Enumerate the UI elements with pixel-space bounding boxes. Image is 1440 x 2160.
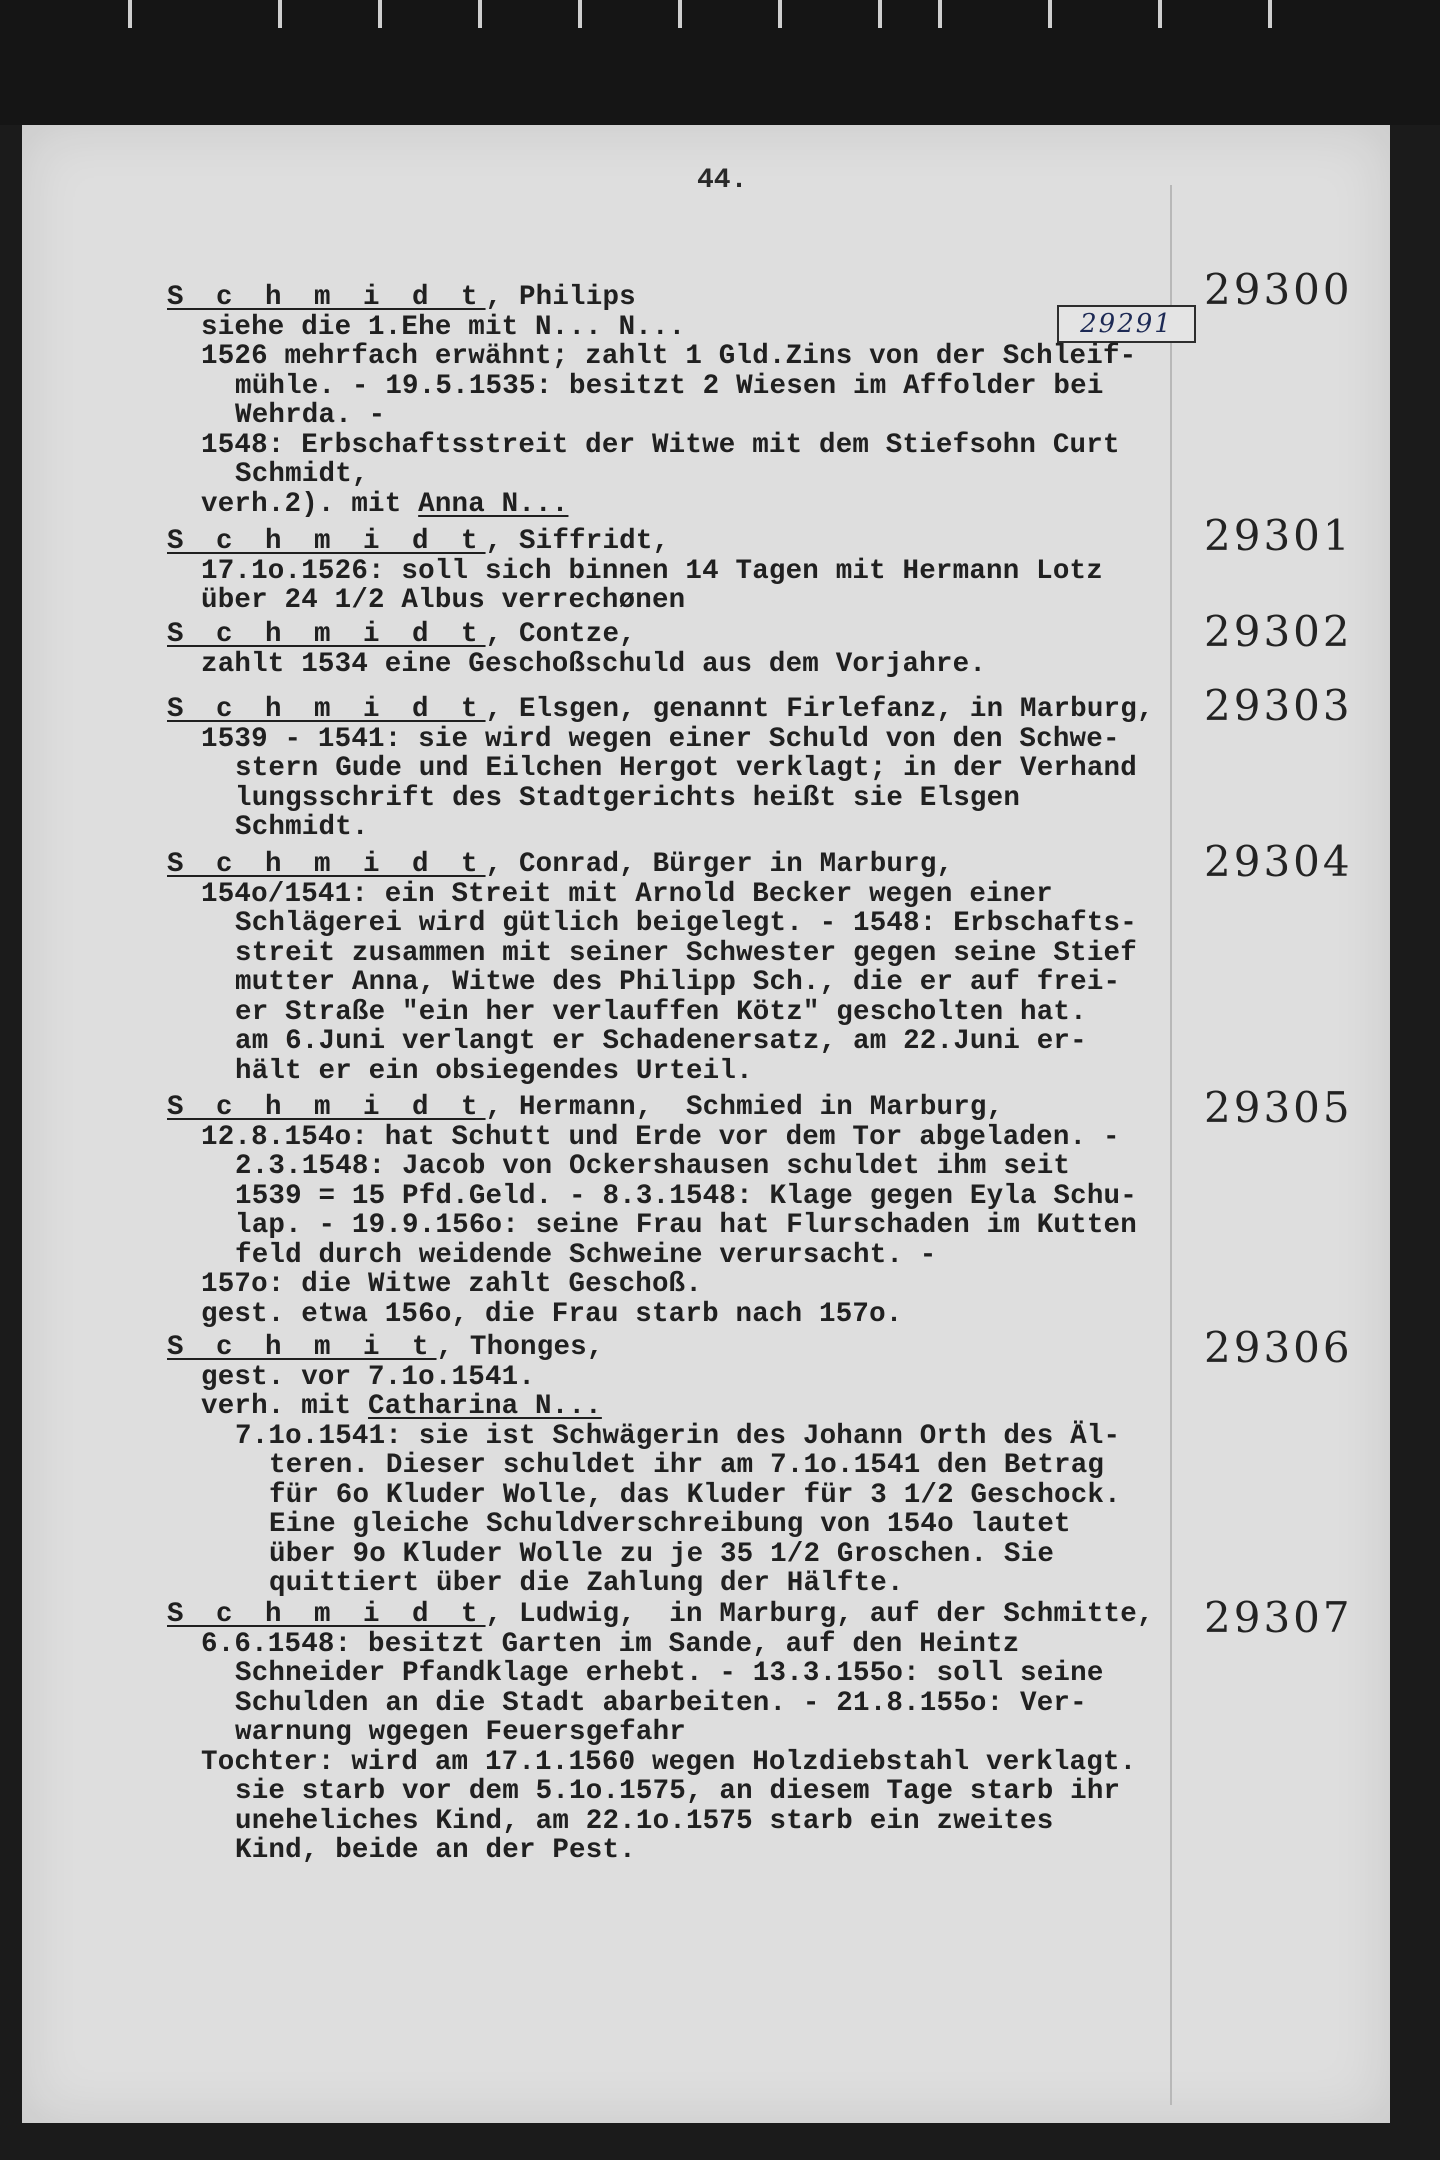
line-text: gest. vor 7.1o.1541. (201, 1361, 536, 1393)
strip-tick (1048, 0, 1052, 28)
entry-line (167, 725, 1177, 755)
entry-line (167, 1182, 1177, 1212)
line-text: 1526 mehrfach erwähnt; zahlt 1 Gld.Zins von der Schleif- (201, 341, 1137, 372)
line-text: teren. Dieser schuldet ihr am 7.1o.1541 den Betrag (269, 1450, 1105, 1481)
spouse-name: Anna N... (418, 488, 569, 520)
entry-line (167, 1392, 1177, 1422)
entry-line (167, 650, 1177, 680)
line-text: gest. etwa 156o, die Frau starb nach 157o. (201, 1298, 903, 1330)
strip-tick (128, 0, 132, 28)
line-text: siehe die 1.Ehe mit N... N... (201, 311, 686, 343)
entry-line (167, 1152, 1177, 1182)
line-text: 154o/1541: ein Streit mit Arnold Becker wegen einer (201, 878, 1053, 910)
entry-line (167, 1540, 1177, 1570)
entry-line (167, 968, 1177, 998)
entry-line (167, 1630, 1177, 1660)
entry-line (167, 1748, 1177, 1778)
line-text: am 6.Juni verlangt er Schadenersatz, am 22.Juni er- (235, 1026, 1087, 1057)
film-strip (0, 0, 1440, 125)
line-text: , Ludwig, in Marburg, auf der Schmitte, (485, 1599, 1154, 1630)
entry-line (167, 1270, 1177, 1300)
entry-line (167, 342, 1177, 372)
entry-line (167, 1123, 1177, 1153)
surname: S c h m i d t (167, 849, 486, 880)
line-text: 1539 - 1541: sie wird wegen einer Schuld von den Schwe- (201, 723, 1120, 755)
surname: S c h m i d t (167, 1599, 486, 1630)
entry-line (167, 813, 1177, 843)
entry-line (167, 998, 1177, 1028)
spouse-name: Catharina N... (368, 1391, 602, 1422)
strip-tick (478, 0, 482, 28)
line-text: hält er ein obsiegendes Urteil. (235, 1055, 753, 1087)
line-text: zahlt 1534 eine Geschoßschuld aus dem Vorjahre. (201, 648, 987, 680)
entry-line (167, 1027, 1177, 1057)
line-text: mühle. - 19.5.1535: besitzt 2 Wiesen im Affolder bei (235, 370, 1104, 402)
entry-line (167, 1300, 1177, 1330)
entry-line (167, 490, 1177, 520)
line-text: Schmidt. (235, 812, 369, 843)
page-number: 44. (697, 165, 748, 196)
entry-heading (167, 1093, 1177, 1123)
line-text: 1539 = 15 Pfd.Geld. - 8.3.1548: Klage gegen Eyla Schu- (235, 1180, 1137, 1212)
line-text: mutter Anna, Witwe des Philipp Sch., die er auf frei- (235, 967, 1121, 998)
register-entry (167, 695, 1177, 843)
line-text: quittiert über die Zahlung der Hälfte. (269, 1568, 904, 1599)
entry-line (167, 1807, 1177, 1837)
entry-number: 29302 (1204, 607, 1353, 656)
entry-heading (167, 1600, 1177, 1630)
line-text: , Philips (485, 282, 636, 313)
line-text: , Hermann, Schmied in Marburg, (485, 1092, 1004, 1123)
register-entry (167, 850, 1177, 1086)
strip-tick (1268, 0, 1272, 28)
surname: S c h m i t (167, 1332, 437, 1363)
line-text: uneheliches Kind, am 22.1o.1575 starb ein zweites (235, 1805, 1054, 1837)
register-entry (167, 620, 1177, 679)
line-text: lap. - 19.9.156o: seine Frau hat Flurschaden im Kutten (235, 1210, 1137, 1241)
register-entry (167, 527, 1177, 616)
line-text: , Thonges, (436, 1332, 604, 1363)
line-text: lungsschrift des Stadtgerichts heißt sie Elsgen (235, 782, 1021, 814)
entry-number: 29305 (1204, 1083, 1353, 1132)
entry-line (167, 557, 1177, 587)
surname: S c h m i d t (167, 694, 486, 725)
handwritten-stamp: 29291 (1057, 305, 1196, 343)
entry-line (167, 784, 1177, 814)
entry-heading (167, 620, 1177, 650)
strip-tick (938, 0, 942, 28)
entry-heading (167, 527, 1177, 557)
entry-line (167, 1211, 1177, 1241)
line-text: Schulden an die Stadt abarbeiten. - 21.8.155o: Ver- (235, 1687, 1087, 1719)
line-text: Schlägerei wird gütlich beigelegt. - 1548: Erbschafts- (235, 908, 1137, 939)
line-text: , Conrad, Bürger in Marburg, (485, 849, 954, 880)
entry-line (167, 1422, 1177, 1452)
entry-line (167, 586, 1177, 616)
strip-tick (578, 0, 582, 28)
strip-tick (378, 0, 382, 28)
entry-heading (167, 1333, 1177, 1363)
entry-line (167, 1836, 1177, 1866)
entry-line (167, 1569, 1177, 1599)
line-text: Eine gleiche Schuldverschreibung von 154o lautet (269, 1509, 1071, 1540)
line-text: 1548: Erbschaftsstreit der Witwe mit dem Stiefsohn Curt (201, 429, 1120, 461)
surname: S c h m i d t (167, 282, 486, 313)
line-text: verh. mit (201, 1391, 369, 1422)
entry-number: 29303 (1204, 681, 1353, 730)
line-text: für 6o Kluder Wolle, das Kluder für 3 1/2 Geschock. (269, 1479, 1121, 1511)
surname: S c h m i d t (167, 526, 486, 557)
line-text: Wehrda. - (235, 400, 386, 431)
entry-line (167, 313, 1177, 343)
entry-line (167, 431, 1177, 461)
entry-line (167, 1659, 1177, 1689)
line-text: verh.2). mit (201, 488, 419, 520)
line-text: feld durch weidende Schweine verursacht. - (235, 1239, 937, 1271)
entry-number: 29306 (1204, 1323, 1353, 1372)
line-text: über 24 1/2 Albus verrechønen (201, 585, 686, 616)
entry-line (167, 1481, 1177, 1511)
line-text: warnung wgegen Feuersgefahr (235, 1717, 686, 1748)
line-text: , Siffridt, (485, 526, 670, 557)
register-entry (167, 1093, 1177, 1329)
line-text: sie starb vor dem 5.1o.1575, an diesem Tage starb ihr (235, 1776, 1121, 1807)
line-text: , Elsgen, genannt Firlefanz, in Marburg, (485, 694, 1154, 725)
register-entry (167, 283, 1177, 519)
line-text: Kind, beide an der Pest. (235, 1835, 636, 1866)
line-text: , Contze, (485, 619, 636, 650)
strip-tick (1158, 0, 1162, 28)
entry-line (167, 1689, 1177, 1719)
entry-number: 29301 (1204, 511, 1353, 560)
entry-number: 29300 (1204, 265, 1353, 314)
strip-tick (878, 0, 882, 28)
line-text: 12.8.154o: hat Schutt und Erde vor dem Tor abgeladen. - (201, 1121, 1120, 1153)
line-text: er Straße "ein her verlauffen Kötz" gescholten hat. (235, 996, 1087, 1028)
entry-line (167, 1718, 1177, 1748)
entry-line (167, 1057, 1177, 1087)
entry-line (167, 880, 1177, 910)
strip-tick (278, 0, 282, 28)
line-text: 6.6.1548: besitzt Garten im Sande, auf den Heintz (201, 1628, 1020, 1660)
entry-line (167, 372, 1177, 402)
line-text: Tochter: wird am 17.1.1560 wegen Holzdiebstahl verklagt. (201, 1746, 1137, 1778)
line-text: 2.3.1548: Jacob von Ockershausen schuldet ihm seit (235, 1151, 1071, 1182)
line-text: 7.1o.1541: sie ist Schwägerin des Johann Orth des Äl- (235, 1420, 1121, 1452)
register-entry (167, 1600, 1177, 1866)
entry-line (167, 1241, 1177, 1271)
entry-heading (167, 283, 1177, 313)
entry-line (167, 401, 1177, 431)
entry-line (167, 1451, 1177, 1481)
line-text: 157o: die Witwe zahlt Geschoß. (201, 1269, 703, 1300)
line-text: stern Gude und Eilchen Hergot verklagt; in der Verhand (235, 753, 1137, 784)
strip-tick (778, 0, 782, 28)
entry-line (167, 1510, 1177, 1540)
line-text: über 9o Kluder Wolle zu je 35 1/2 Groschen. Sie (269, 1538, 1055, 1570)
entry-heading (167, 850, 1177, 880)
entry-line (167, 754, 1177, 784)
entry-heading (167, 695, 1177, 725)
document-page (22, 125, 1390, 2123)
register-entry (167, 1333, 1177, 1599)
entry-line (167, 1777, 1177, 1807)
entry-line (167, 1363, 1177, 1393)
line-text: streit zusammen mit seiner Schwester gegen seine Stief (235, 937, 1137, 969)
entry-line (167, 909, 1177, 939)
entry-line (167, 939, 1177, 969)
line-text: Schmidt, (235, 459, 369, 490)
entry-line (167, 460, 1177, 490)
entry-number: 29307 (1204, 1593, 1353, 1642)
line-text: 17.1o.1526: soll sich binnen 14 Tagen mit Hermann Lotz (201, 555, 1103, 587)
line-text: Schneider Pfandklage erhebt. - 13.3.155o: soll seine (235, 1658, 1104, 1689)
strip-tick (678, 0, 682, 28)
surname: S c h m i d t (167, 619, 486, 650)
surname: S c h m i d t (167, 1092, 486, 1123)
entry-number: 29304 (1204, 837, 1353, 886)
